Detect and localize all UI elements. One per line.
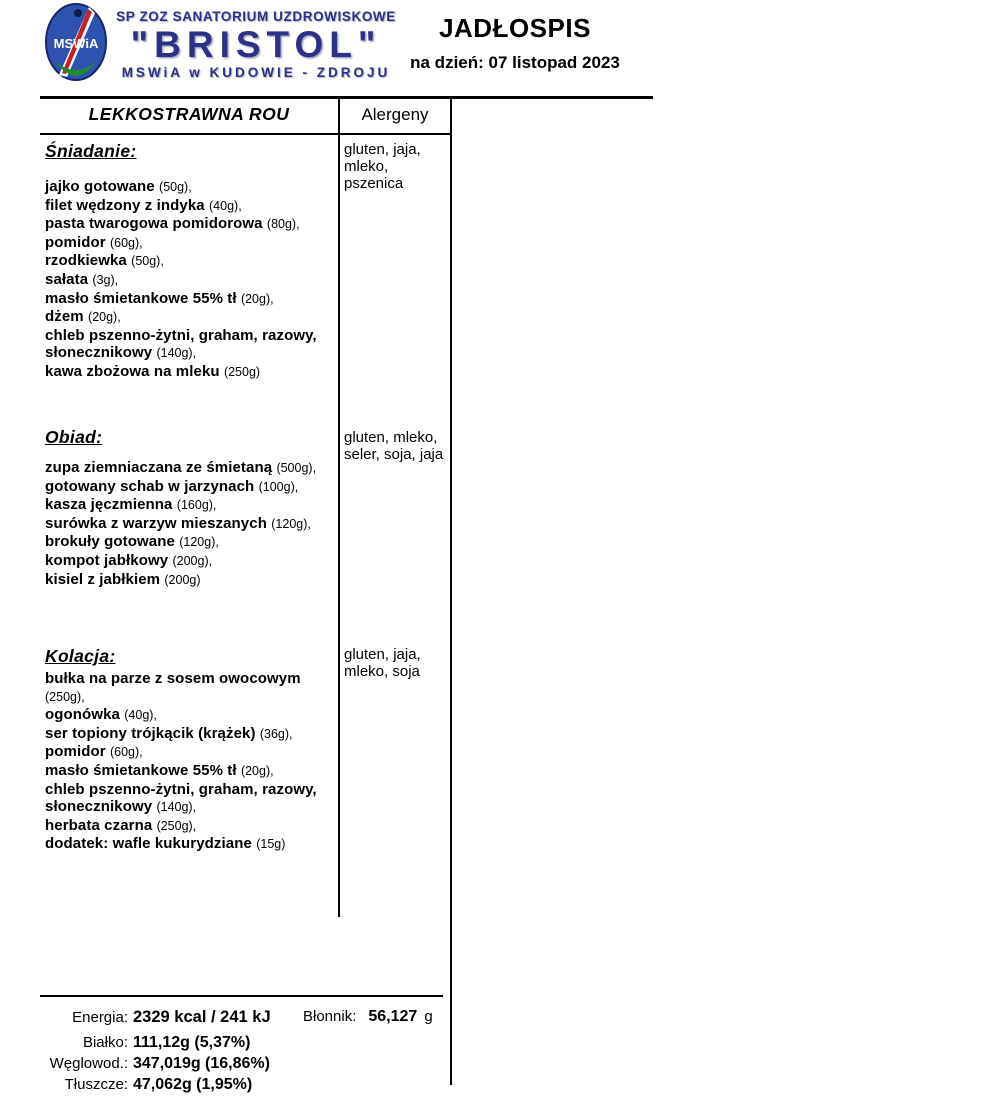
menu-item <box>45 725 339 744</box>
fat-value: 47,062g (1,95%) <box>133 1076 253 1093</box>
section-heading: Śniadanie: <box>45 141 137 161</box>
menu-item-weight: (80g), <box>266 217 300 232</box>
menu-item-name: rzodkiewka <box>45 252 127 270</box>
menu-item-name: bułka na parze z sosem owocowym <box>45 670 301 687</box>
allergens-dinner: gluten, jaja, mleko, soja <box>344 646 421 680</box>
menu-item-name: pomidor <box>45 743 106 761</box>
menu-item-weight: (20g), <box>240 763 274 778</box>
energy-label: Energia: <box>72 1009 128 1026</box>
table-right-border <box>450 96 452 1085</box>
allergens-breakfast: gluten, jaja, mleko, pszenica <box>344 141 421 192</box>
menu-item-name: brokuły gotowane <box>45 533 175 551</box>
table-header-separator <box>40 133 450 135</box>
menu-item-weight: (120g), <box>271 516 311 531</box>
menu-item-name: surówka z warzyw mieszanych <box>45 514 267 532</box>
menu-item-weight: (100g), <box>258 479 299 494</box>
menu-item <box>45 178 339 197</box>
menu-item-name: jajko gotowane <box>45 178 155 195</box>
menu-item <box>45 215 339 234</box>
menu-item <box>45 290 339 309</box>
menu-item <box>45 197 339 216</box>
menu-date: na dzień: 07 listopad 2023 <box>410 53 620 72</box>
fiber-value: 56,127 <box>368 1008 418 1025</box>
menu-item-weight: (20g), <box>88 310 121 325</box>
section-heading: Obiad: <box>45 427 103 447</box>
allergens-column-header: Alergeny <box>361 105 429 124</box>
menu-item-weight: (20g), <box>240 291 274 306</box>
nutrition-carbs-row <box>40 1055 270 1073</box>
menu-item-weight: (250g), <box>156 818 197 833</box>
section-breakfast <box>45 140 339 382</box>
menu-item-weight: (36g), <box>259 726 293 741</box>
menu-item-weight: (60g), <box>109 235 143 250</box>
nutrition-energy-row <box>40 1008 271 1027</box>
menu-item-weight: (500g), <box>276 461 317 475</box>
menu-item-weight: (120g), <box>179 535 219 550</box>
menu-item-name: pomidor <box>45 233 106 251</box>
organization-name-line3: MSWiA w KUDOWIE - ZDROJU <box>121 65 391 80</box>
menu-item-weight: (250g) <box>223 364 261 379</box>
page-title: JADŁOSPIS <box>439 13 591 43</box>
section-lunch <box>45 426 339 589</box>
menu-item-name: zupa ziemniaczana ze śmietaną <box>45 459 273 476</box>
nutrition-fat-row <box>40 1076 252 1094</box>
menu-item <box>45 496 339 515</box>
menu-item-weight: (60g), <box>109 745 143 760</box>
menu-item-name: herbata czarna <box>45 816 153 834</box>
fiber-unit: g <box>424 1008 433 1025</box>
protein-label: Białko: <box>82 1034 128 1051</box>
menu-item <box>45 252 339 271</box>
menu-item <box>45 308 339 327</box>
menu-item-weight: (40g), <box>209 198 242 213</box>
organization-brand <box>110 9 402 80</box>
menu-item <box>45 363 339 382</box>
menu-item <box>45 271 339 290</box>
menu-item <box>45 515 339 534</box>
menu-item-name: kawa zbożowa na mleku <box>45 362 220 380</box>
allergens-lunch: gluten, mleko, seler, soja, jaja <box>344 429 444 463</box>
menu-item-weight: (250g), <box>45 689 85 704</box>
menu-item <box>45 835 339 854</box>
menu-item <box>45 234 339 253</box>
menu-item-weight: (50g), <box>131 254 164 269</box>
menu-item-name: chleb pszenno-żytni, graham, razowy, słonecznikowy <box>45 780 317 816</box>
menu-item <box>45 670 339 706</box>
menu-item <box>45 743 339 762</box>
fat-label: Tłuszcze: <box>64 1076 128 1093</box>
logo-label: MSWiA <box>53 36 99 51</box>
menu-item <box>45 762 339 781</box>
menu-item-weight: (140g), <box>156 800 197 815</box>
menu-item <box>45 478 339 497</box>
menu-item <box>45 706 339 725</box>
protein-value: 111,12g (5,37%) <box>133 1034 251 1051</box>
document-title-block <box>398 13 632 73</box>
menu-item-name: dżem <box>45 308 84 326</box>
diet-column-header: LEKKOSTRAWNA ROU <box>88 104 290 124</box>
menu-item-weight: (15g) <box>256 837 286 852</box>
menu-item <box>45 781 339 817</box>
menu-item-name: ogonówka <box>45 706 120 724</box>
menu-item <box>45 459 339 478</box>
menu-item <box>45 327 339 363</box>
menu-item-name: ser topiony trójkącik (krążek) <box>45 724 256 742</box>
menu-item-weight: (140g), <box>156 346 197 361</box>
menu-item-weight: (40g), <box>124 708 157 723</box>
menu-item-name: masło śmietankowe 55% tł <box>45 289 237 307</box>
menu-item-name: gotowany schab w jarzynach <box>45 477 255 495</box>
menu-item <box>45 571 339 590</box>
menu-item-weight: (160g), <box>176 498 217 513</box>
menu-item <box>45 817 339 836</box>
menu-item <box>45 552 339 571</box>
footer-separator-rule <box>40 995 443 997</box>
menu-item-name: kisiel z jabłkiem <box>45 570 161 588</box>
menu-item-weight: (3g), <box>92 272 119 287</box>
menu-item-name: filet wędzony z indyka <box>45 196 205 214</box>
menu-item-name: masło śmietankowe 55% tł <box>45 761 237 779</box>
menu-item-name: pasta twarogowa pomidorowa <box>45 215 263 233</box>
carbs-value: 347,019g (16,86%) <box>133 1055 270 1072</box>
menu-item-name: dodatek: wafle kukurydziane <box>45 835 252 853</box>
menu-item-name: kompot jabłkowy <box>45 551 169 569</box>
menu-item <box>45 533 339 552</box>
menu-item-name: sałata <box>45 270 89 288</box>
table-top-rule <box>40 96 653 99</box>
fiber-label: Błonnik: <box>303 1008 357 1025</box>
section-heading: Kolacja: <box>45 646 116 666</box>
carbs-label: Węglowod.: <box>49 1055 128 1072</box>
organization-name-line1: SP ZOZ SANATORIUM UZDROWISKOWE <box>116 9 396 24</box>
section-dinner <box>45 645 339 854</box>
organization-name-bristol: "BRISTOL" <box>130 24 382 65</box>
mswia-logo-icon <box>45 3 107 81</box>
menu-item-weight: (50g), <box>159 180 192 194</box>
nutrition-fiber-row <box>303 1008 433 1026</box>
menu-item-name: chleb pszenno-żytni, graham, razowy, słonecznikowy <box>45 326 317 362</box>
energy-value: 2329 kcal / 241 kJ <box>133 1008 271 1026</box>
menu-item-weight: (200g), <box>172 553 213 568</box>
menu-item-weight: (200g) <box>164 572 201 587</box>
menu-item-name: kasza jęczmienna <box>45 496 173 514</box>
nutrition-protein-row <box>40 1034 250 1052</box>
